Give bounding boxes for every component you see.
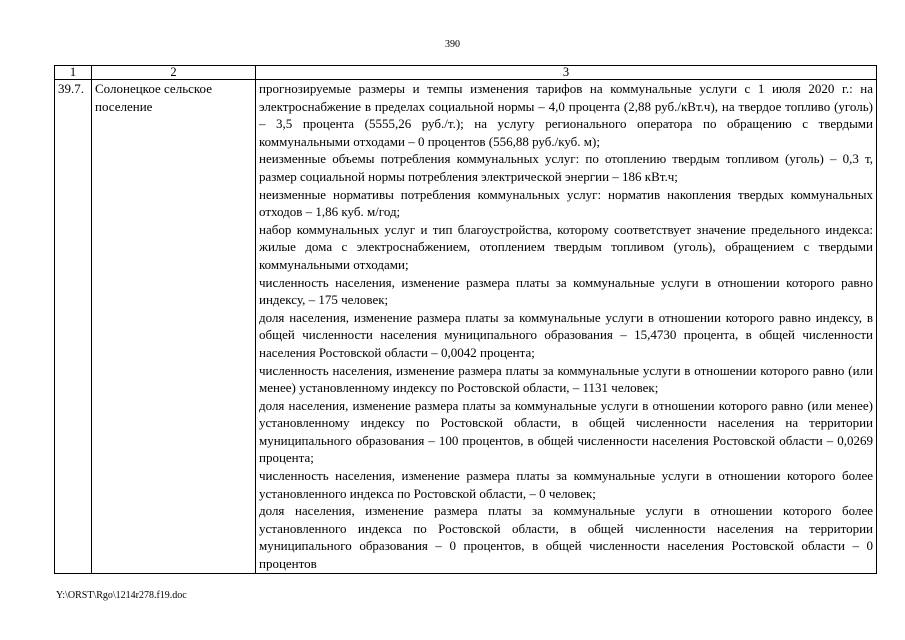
row-description [256,80,877,574]
settlement-name: Солонецкое сельское поселение [92,80,256,574]
paragraph-share-less: доля населения, изменение размера платы за коммунальные услуги в отношении которого равно (или менее) установленному индексу по Ростовской области, в общей численности населения на территории муниципального образования – 100 процентов, в общей численности населения Ростовской области – 0,0269 процента; [259,397,873,466]
paragraph-share-equal: доля населения, изменение размера платы за коммунальные услуги в отношении которого равно индексу, в общей численности населения муниципального образования – 15,4730 процента, в общей численности населения Ростовской области – 0,0042 процента; [259,309,873,360]
data-table [54,65,877,574]
row-number: 39.7. [55,80,92,574]
paragraph-share-more: доля населения, изменение размера платы за коммунальные услуги в отношении которого более установленного индекса по Ростовской области, в общей численности населения на территории муниципального образования – 0 процентов, в общей численности населения Ростовской области – 0 процентов [259,503,873,572]
file-path-footer: Y:\ORST\Rgo\1214r278.f19.doc [56,590,187,601]
column-header-3: 3 [256,66,877,80]
paragraph-population-equal: численность населения, изменение размера платы за коммунальные услуги в отношении которого равно индексу, – 175 человек; [259,274,873,308]
paragraph-consumption: неизменные объемы потребления коммунальных услуг: по отоплению твердым топливом (уголь) – 0,3 т, размер социальной нормы потребления электрической энергии – 186 кВт.ч; [259,151,873,184]
table-header-row [55,66,877,80]
paragraph-population-less: численность населения, изменение размера платы за коммунальные услуги в отношении которого равно (или менее) установленному индексу по Ростовской области, – 1131 человек; [259,362,873,396]
column-header-2: 2 [92,66,256,80]
paragraph-service-set: набор коммунальных услуг и тип благоустройства, которому соответствует значение предельного индекса: жилые дома с электроснабжением, отоплением твердым топливом (уголь), обращением с твердыми коммунальными отходами; [259,221,873,272]
paragraph-population-more: численность населения, изменение размера платы за коммунальные услуги в отношении которого более установленного индекса по Ростовской области, – 0 человек; [259,468,873,501]
table-row [55,80,877,574]
column-header-1: 1 [55,66,92,80]
paragraph-norms: неизменные нормативы потребления коммунальных услуг: норматив накопления твердых коммунальных отходов – 1,86 куб. м/год; [259,186,873,220]
paragraph-tariffs: прогнозируемые размеры и темпы изменения тарифов на коммунальные услуги с 1 июля 2020 г.: на электроснабжение в пределах социальной нормы – 4,0 процента (2,88 руб./кВт.ч), на твердое топливо (уголь) – 3,5 процента (5555,26 руб./т.); на услугу регионального оператора по обращению с твердыми коммунальными отходами – 0 процентов (556,88 руб./куб. м); [259,81,873,149]
page-number: 390 [445,39,460,50]
